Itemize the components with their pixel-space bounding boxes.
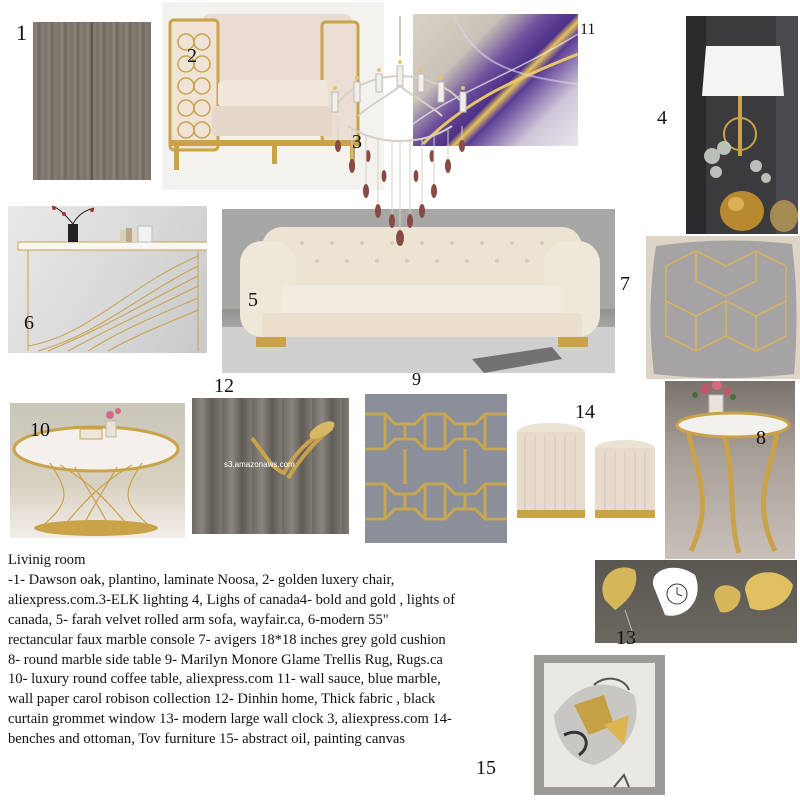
round-marble-side-table-image xyxy=(665,381,795,559)
label-number-6: 6 xyxy=(24,312,34,334)
description-line: -1- Dawson oak, plantino, laminate Noosa, 2- golden luxery chair, xyxy=(8,571,395,588)
thick-fabric-curtain-image xyxy=(192,398,349,534)
label-number-10: 10 xyxy=(30,419,50,441)
description-line: wall paper carol robison collection 12- Dinhin home, Thick fabric , black xyxy=(8,691,436,708)
chandelier-illustration xyxy=(318,16,482,246)
rug-trellis-pattern xyxy=(365,394,507,543)
label-number-2: 2 xyxy=(187,45,197,67)
label-number-11: 11 xyxy=(580,21,596,38)
label-number-4: 4 xyxy=(657,107,667,129)
abstract-oil-painting-image xyxy=(534,655,665,795)
label-number-9: 9 xyxy=(412,369,421,389)
lamp-illustration xyxy=(686,16,798,234)
gold-table-lamp-image xyxy=(686,16,798,234)
description-line: 8- round marble side table 9- Marilyn Monore Glame Trellis Rug, Rugs.ca xyxy=(8,651,443,668)
ottomans-illustration xyxy=(513,420,658,530)
grey-gold-cushion-image xyxy=(646,236,800,379)
description-line: canada, 5- farah velvet rolled arm sofa, wayfair.ca, 6-modern 55" xyxy=(8,611,389,628)
label-number-15: 15 xyxy=(476,757,496,779)
label-number-5: 5 xyxy=(248,289,258,311)
faux-marble-console-image xyxy=(8,206,207,353)
label-number-14: 14 xyxy=(575,401,595,423)
amazonaws-watermark: s3.amazonaws.com xyxy=(224,460,295,469)
description-line: curtain grommet window 13- modern large wall clock 3, aliexpress.com 14- xyxy=(8,711,452,728)
label-number-13: 13 xyxy=(616,627,636,649)
label-number-7: 7 xyxy=(620,273,630,295)
trellis-rug-image xyxy=(365,394,507,543)
label-number-8: 8 xyxy=(756,427,766,449)
ottomans-image xyxy=(513,420,658,530)
description-line: rectancular faux marble console 7- avigers 18*18 inches grey gold cushion xyxy=(8,631,446,648)
description-line: 10- luxury round coffee table, aliexpress.com 11- wall sauce, blue marble, xyxy=(8,671,441,688)
description-text-block xyxy=(8,551,488,750)
laminate-floor-swatch xyxy=(33,22,151,180)
description-line: benches and ottoman, Tov furniture 15- abstract oil, painting canvas xyxy=(8,731,406,748)
cushion-illustration xyxy=(646,236,800,379)
elk-chandelier-image xyxy=(318,16,482,246)
label-number-3: 3 xyxy=(352,131,362,153)
console-illustration xyxy=(8,206,207,353)
description-line: aliexpress.com.3-ELK lighting 4, Lighs of canada4- bold and gold , lights of xyxy=(8,591,456,608)
label-number-12: 12 xyxy=(214,375,234,397)
label-number-1: 1 xyxy=(16,20,27,45)
side-table-illustration xyxy=(665,381,795,559)
description-line: Livinig room xyxy=(8,552,86,568)
painting-illustration xyxy=(534,655,665,795)
